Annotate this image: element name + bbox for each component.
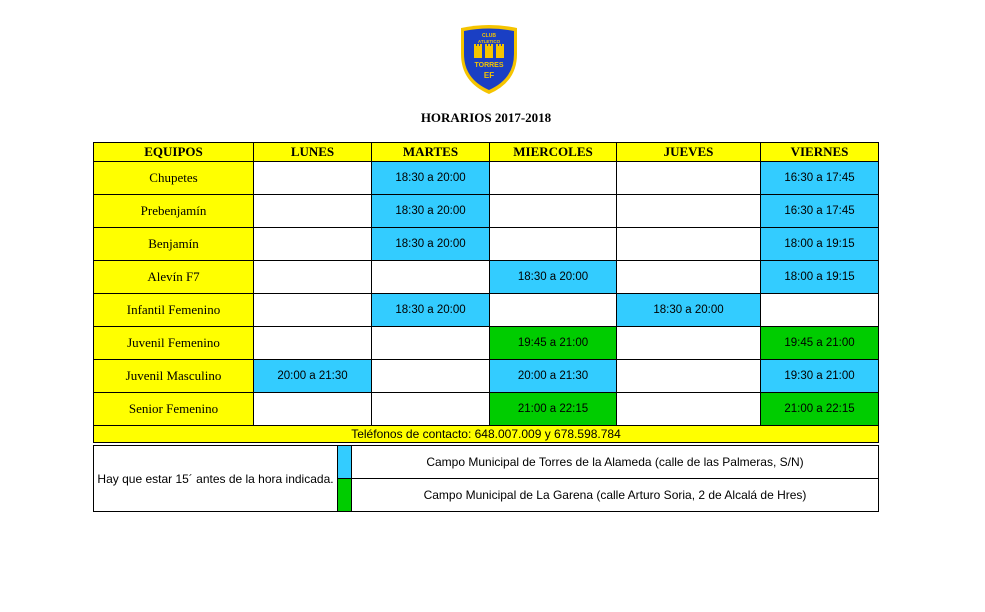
schedule-cell: 18:00 a 19:15 (761, 261, 879, 294)
schedule-cell (617, 360, 761, 393)
contact-phones: Teléfonos de contacto: 648.007.009 y 678.598.784 (94, 426, 879, 443)
schedule-table (93, 142, 879, 443)
header-martes: MARTES (372, 143, 490, 162)
header-row (94, 143, 879, 162)
schedule-cell (617, 393, 761, 426)
schedule-cell (372, 327, 490, 360)
logo-text-club: CLUB (482, 33, 496, 39)
schedule-cell (372, 393, 490, 426)
team-name: Prebenjamín (94, 195, 254, 228)
schedule-cell: 20:00 a 21:30 (490, 360, 617, 393)
schedule-cell (254, 393, 372, 426)
schedule-cell: 19:30 a 21:00 (761, 360, 879, 393)
legend-row-cyan (94, 446, 879, 479)
table-row (94, 228, 879, 261)
schedule-cell (254, 162, 372, 195)
schedule-cell: 18:30 a 20:00 (372, 195, 490, 228)
schedule-cell (372, 261, 490, 294)
schedule-cell: 21:00 a 22:15 (490, 393, 617, 426)
schedule-cell (761, 294, 879, 327)
club-shield-logo (459, 24, 519, 96)
schedule-cell (617, 261, 761, 294)
schedule-cell: 16:30 a 17:45 (761, 195, 879, 228)
schedule-cell: 18:30 a 20:00 (372, 228, 490, 261)
table-row (94, 327, 879, 360)
schedule-cell: 18:30 a 20:00 (372, 162, 490, 195)
schedule-cell (617, 162, 761, 195)
team-name: Chupetes (94, 162, 254, 195)
venue-torres-alameda: Campo Municipal de Torres de la Alameda (calle de las Palmeras, S/N) (352, 446, 879, 479)
table-row (94, 261, 879, 294)
schedule-cell (490, 294, 617, 327)
schedule-cell (617, 195, 761, 228)
header-miercoles: MIERCOLES (490, 143, 617, 162)
arrival-note: Hay que estar 15´ antes de la hora indicada. (94, 446, 338, 512)
team-name: Senior Femenino (94, 393, 254, 426)
schedule-cell: 21:00 a 22:15 (761, 393, 879, 426)
header-lunes: LUNES (254, 143, 372, 162)
header-viernes: VIERNES (761, 143, 879, 162)
schedule-cell (617, 228, 761, 261)
schedule-cell: 20:00 a 21:30 (254, 360, 372, 393)
header-equipos: EQUIPOS (94, 143, 254, 162)
schedule-cell (254, 327, 372, 360)
team-name: Infantil Femenino (94, 294, 254, 327)
legend-swatch-green (338, 479, 352, 512)
logo-text-atletico: ATLETICO (477, 39, 501, 44)
table-row (94, 393, 879, 426)
team-name: Alevín F7 (94, 261, 254, 294)
team-name: Juvenil Femenino (94, 327, 254, 360)
schedule-cell (372, 360, 490, 393)
team-name: Benjamín (94, 228, 254, 261)
team-name: Juvenil Masculino (94, 360, 254, 393)
schedule-cell: 18:00 a 19:15 (761, 228, 879, 261)
schedule-cell (490, 228, 617, 261)
legend-table (93, 445, 879, 512)
schedule-cell: 18:30 a 20:00 (372, 294, 490, 327)
castle-towers-icon (474, 44, 504, 58)
schedule-cell (254, 228, 372, 261)
schedule-cell (490, 195, 617, 228)
table-row (94, 195, 879, 228)
schedule-cell: 18:30 a 20:00 (490, 261, 617, 294)
venue-la-garena: Campo Municipal de La Garena (calle Arturo Soria, 2 de Alcalá de Hres) (352, 479, 879, 512)
schedule-cell (490, 162, 617, 195)
page-title: HORARIOS 2017-2018 (420, 110, 552, 125)
logo-text-ef: EF (483, 71, 495, 80)
header-jueves: JUEVES (617, 143, 761, 162)
table-row (94, 360, 879, 393)
schedule-cell (254, 261, 372, 294)
table-row (94, 162, 879, 195)
table-row (94, 294, 879, 327)
legend-swatch-cyan (338, 446, 352, 479)
schedule-cell: 18:30 a 20:00 (617, 294, 761, 327)
schedule-cell (254, 294, 372, 327)
contact-row (94, 426, 879, 443)
schedule-cell: 19:45 a 21:00 (761, 327, 879, 360)
schedule-cell: 16:30 a 17:45 (761, 162, 879, 195)
schedule-cell (617, 327, 761, 360)
schedule-cell (254, 195, 372, 228)
logo-text-torres: TORRES (474, 62, 504, 69)
schedule-cell: 19:45 a 21:00 (490, 327, 617, 360)
